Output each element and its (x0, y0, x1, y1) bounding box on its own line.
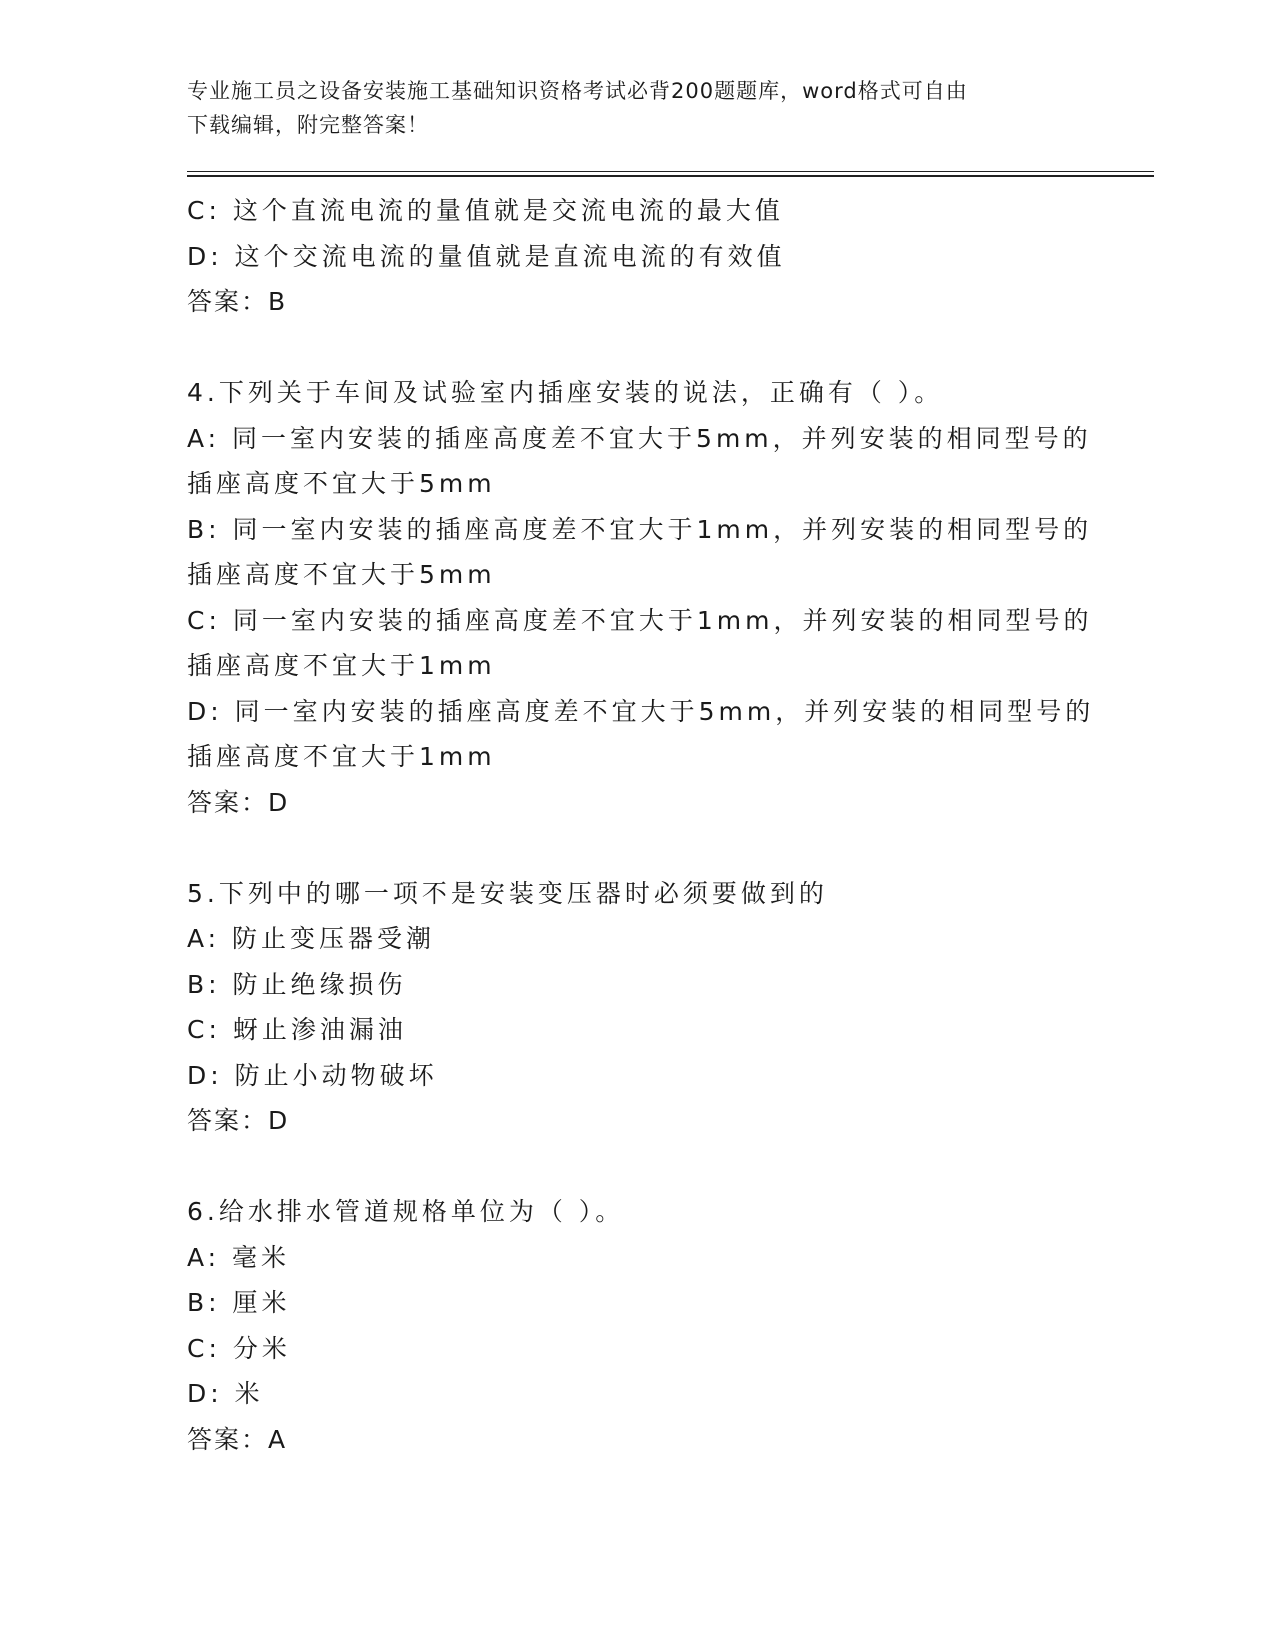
q4-option-b-line-1: B: 同一室内安装的插座高度差不宜大于1mm，并列安装的相同型号的 (187, 514, 1093, 544)
header-divider-thin (187, 171, 1154, 172)
q5-option-a: A: 防止变压器受潮 (187, 924, 436, 953)
q6-option-b: B: 厘米 (187, 1288, 291, 1317)
header-line-1: 专业施工员之设备安装施工基础知识资格考试必背200题题库，word格式可自由 (187, 79, 968, 103)
spacer (187, 325, 1087, 371)
question-4 (187, 370, 1095, 825)
question-3-tail (187, 188, 1087, 325)
q6-answer: 答案：A (187, 1424, 288, 1454)
q3-option-c: C: 这个直流电流的量值就是交流电流的最大值 (187, 196, 784, 225)
q3-option-d: D: 这个交流电流的量值就是直流电流的有效值 (187, 241, 786, 271)
q5-option-b: B: 防止绝缘损伤 (187, 969, 407, 999)
q5-answer: 答案：D (187, 1106, 290, 1135)
spacer (187, 825, 1087, 871)
q6-option-a: A: 毫米 (187, 1242, 291, 1272)
q6-option-d: D: 米 (187, 1379, 264, 1408)
question-6 (187, 1189, 1087, 1462)
question-content (187, 188, 1095, 1462)
spacer (187, 1144, 1087, 1190)
q4-option-a-line-1: A: 同一室内安装的插座高度差不宜大于5mm，并列安装的相同型号的 (187, 423, 1092, 453)
q3-answer: 答案：B (187, 287, 288, 316)
q4-option-d-line-2: 插座高度不宜大于1mm (187, 742, 496, 771)
q4-question: 4.下列关于车间及试验室内插座安装的说法，正确有（ ）。 (187, 378, 944, 407)
q4-option-c-line-2: 插座高度不宜大于1mm (187, 651, 496, 680)
q6-option-c: C: 分米 (187, 1333, 291, 1363)
q4-option-d-line-1: D: 同一室内安装的插座高度差不宜大于5mm，并列安装的相同型号的 (187, 696, 1095, 726)
q5-option-c: C: 蚜止渗油漏油 (187, 1015, 407, 1044)
q4-option-b-line-2: 插座高度不宜大于5mm (187, 560, 496, 589)
q4-answer: 答案：D (187, 787, 290, 817)
q5-question: 5.下列中的哪一项不是安装变压器时必须要做到的 (187, 878, 828, 908)
q5-option-d: D: 防止小动物破坏 (187, 1060, 438, 1090)
question-5 (187, 871, 1087, 1144)
header-line-2: 下载编辑，附完整答案！ (187, 113, 429, 137)
header-divider-thick (187, 175, 1154, 177)
q6-question: 6.给水排水管道规格单位为（ ）。 (187, 1197, 625, 1226)
q4-option-a-line-2: 插座高度不宜大于5mm (187, 469, 496, 498)
document-header (187, 74, 1067, 142)
q4-option-c-line-1: C: 同一室内安装的插座高度差不宜大于1mm，并列安装的相同型号的 (187, 605, 1093, 635)
